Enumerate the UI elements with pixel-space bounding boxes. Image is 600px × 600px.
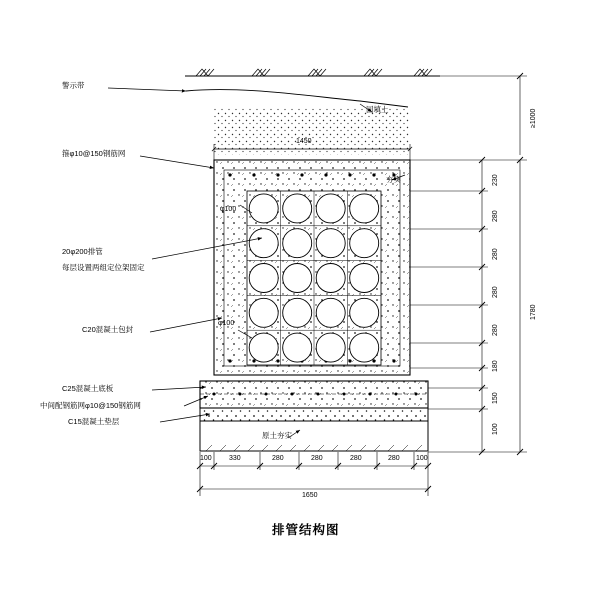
dim-right-5: 280 — [492, 324, 499, 336]
label-encasement: C20混凝土包封 — [82, 325, 134, 334]
label-warning-tape: 警示带 — [62, 81, 85, 90]
dim-bottom-7: 100 — [416, 455, 428, 462]
ground-line — [185, 69, 440, 76]
dim-bottom-2: 330 — [229, 455, 241, 462]
label-tamped: 夯实 — [386, 175, 401, 184]
label-pipe-dia-upper: φ100 — [220, 206, 237, 213]
dim-right-total: 1780 — [530, 304, 537, 320]
dim-bottom-total: 1650 — [302, 492, 318, 499]
label-pipe-dia-lower: φ100 — [218, 320, 235, 327]
dim-right-6: 180 — [492, 360, 499, 372]
label-base-mesh: 中间配钢筋网φ10@150钢筋网 — [40, 401, 141, 410]
dim-bottom-4: 280 — [311, 455, 323, 462]
dim-right-8: 100 — [492, 423, 499, 435]
dim-bottom-3: 280 — [272, 455, 284, 462]
label-cushion: C15混凝土垫层 — [68, 417, 120, 426]
dim-right-4: 280 — [492, 286, 499, 298]
label-mesh-top: 箍φ10@150钢筋网 — [62, 149, 126, 158]
dim-right-1: 230 — [492, 174, 499, 186]
label-pipes: 20φ200排管 — [62, 247, 103, 256]
drawing-title: 排管结构图 — [272, 523, 340, 537]
dim-bottom-5: 280 — [350, 455, 362, 462]
dim-top-width: 1450 — [296, 138, 312, 145]
dim-right-3: 280 — [492, 248, 499, 260]
cushion-layer — [200, 408, 428, 421]
subgrade-layer — [200, 421, 428, 451]
dim-bottom-6: 280 — [388, 455, 400, 462]
dim-cover-depth: ≥1000 — [530, 108, 537, 128]
base-slab — [200, 381, 428, 408]
dim-right-7: 150 — [492, 392, 499, 404]
label-pipes-note: 每层设置两组定位架固定 — [62, 263, 145, 272]
dim-right-2: 280 — [492, 210, 499, 222]
label-subgrade: 原土夯实 — [262, 431, 292, 440]
label-backfill: 回填土 — [366, 105, 389, 114]
label-base-slab: C25混凝土底板 — [62, 384, 114, 393]
dim-bottom-1: 100 — [200, 455, 212, 462]
